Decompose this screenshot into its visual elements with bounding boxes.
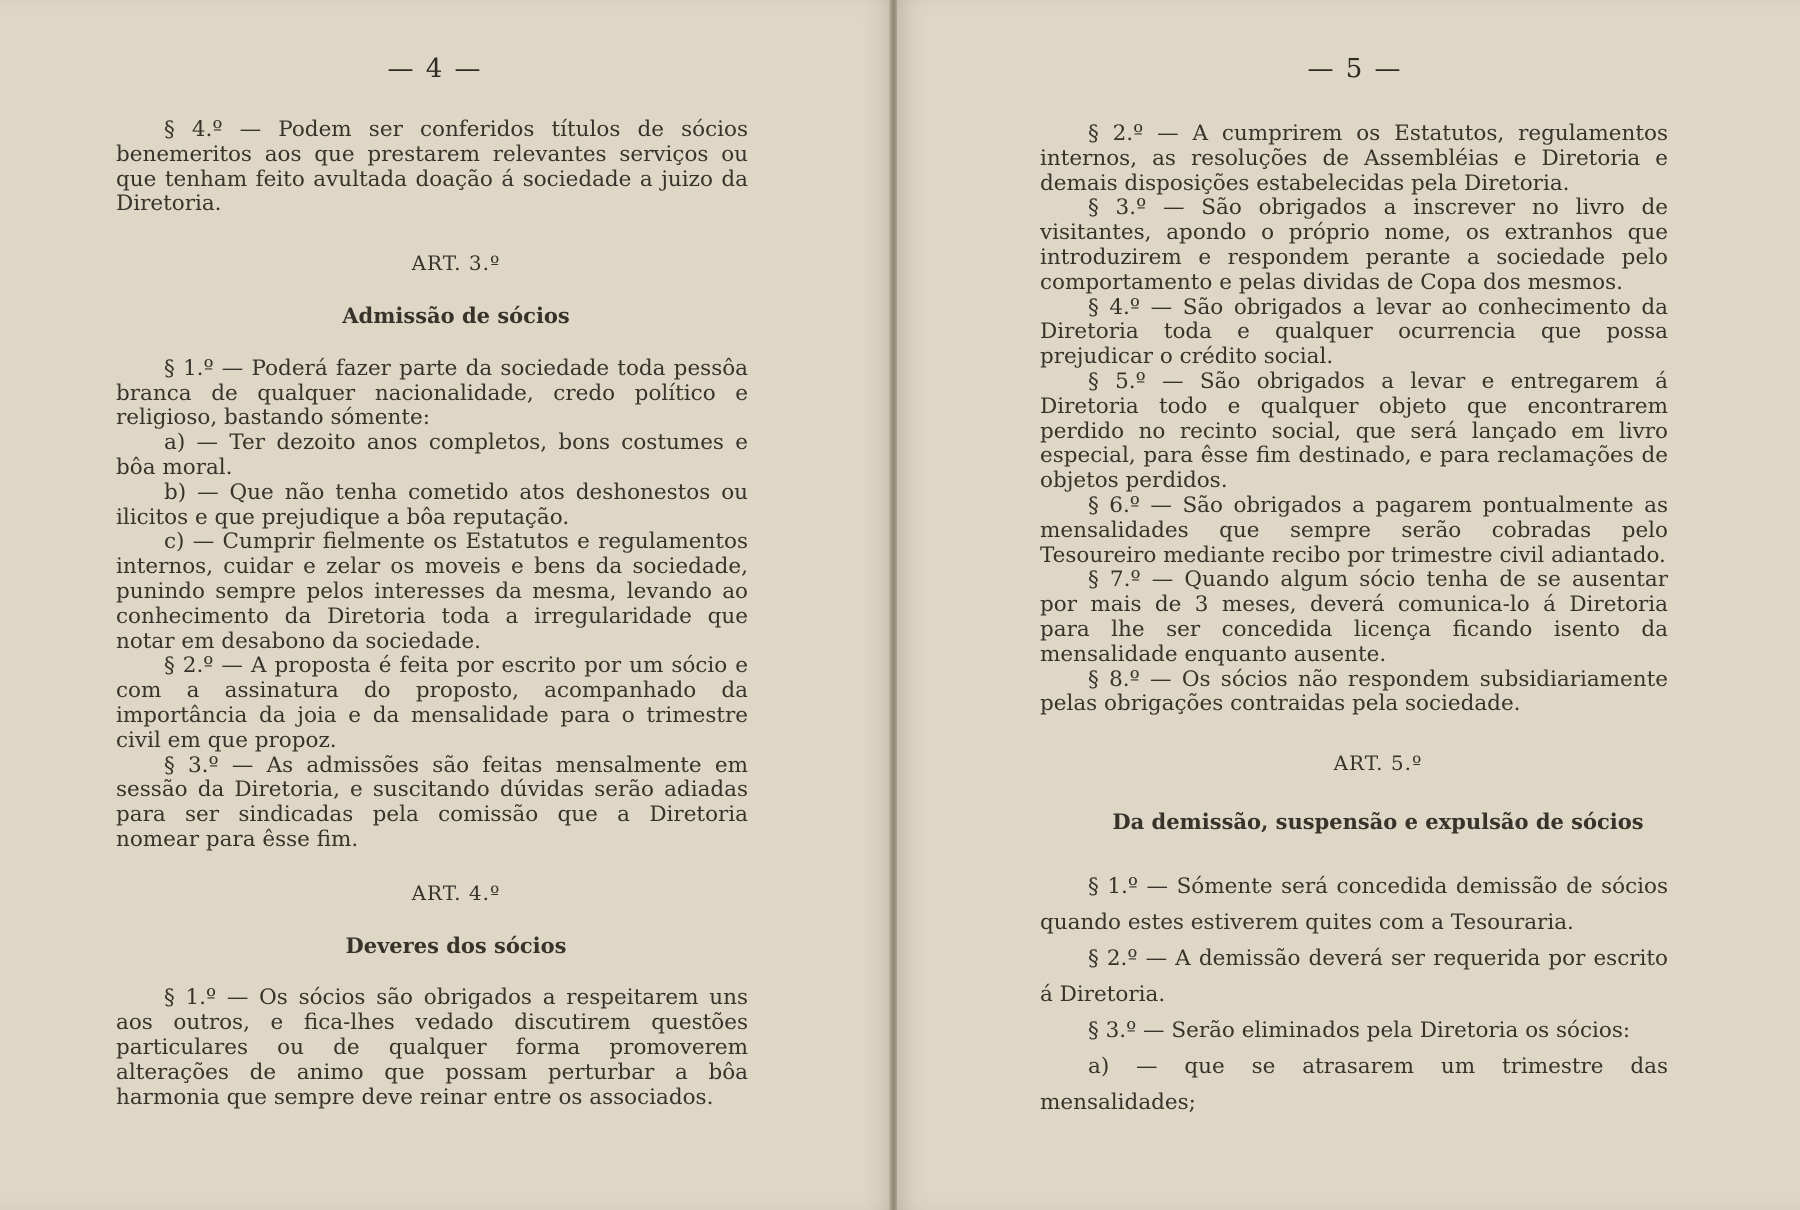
article-5-paragraph-2: § 2.º — A demissão deverá ser requerida por escrito á Diretoria. [1040, 945, 1668, 1007]
article-4-paragraph-5: § 5.º — São obrigados a levar e entregarem á Diretoria todo e qualquer objeto que encontrarem perdido no recinto social, que será lançado em livro especial, para êsse fim destinado, e para reclamações de objetos perdidos. [1040, 368, 1668, 494]
right-page-text [1040, 122, 1668, 1121]
article-5-paragraph-3: § 3.º — Serão eliminados pela Diretoria os sócios: [1088, 1017, 1631, 1043]
right-page [897, 0, 1800, 1210]
article-3-item-c: c) — Cumprir fielmente os Estatutos e regulamentos internos, cuidar e zelar os moveis e bens da sociedade, punindo sempre pelos interesses da mesma, levando ao conhecimento da Diretoria toda a irregularidade que notar em desabono da sociedade. [116, 529, 748, 654]
article-3-title: Admissão de sócios [342, 302, 570, 328]
article-4-paragraph-6: § 6.º — São obrigados a pagarem pontualmente as mensalidades que sempre serão cobradas pelo Tesoureiro mediante recibo por trimestre civil adiantado. [1040, 492, 1668, 568]
article-4-paragraph-8: § 8.º — Os sócios não respondem subsidiariamente pelas obrigações contraidas pela sociedade. [1040, 666, 1668, 717]
article-3-item-a: a) — Ter dezoito anos completos, bons costumes e bôa moral. [116, 430, 748, 480]
left-page [0, 0, 893, 1210]
article-3-paragraph-3: § 3.º — As admissões são feitas mensalmente em sessão da Diretoria, e suscitando dúvidas serão adiadas para ser sindicadas pela comissão que a Diretoria nomear para êsse fim. [116, 752, 748, 852]
article-4-label: ART. 4.º [411, 880, 501, 905]
left-page-text [116, 118, 748, 1110]
article-4-title: Deveres dos sócios [345, 932, 567, 958]
paragraph-benemeritos: § 4.º — Podem ser conferidos títulos de sócios benemeritos aos que prestarem relevantes serviços ou que tenham feito avultada doação á sociedade a juizo da Diretoria. [116, 117, 748, 217]
page-number-5: — 5 — [1307, 54, 1403, 84]
article-5-label: ART. 5.º [1333, 751, 1423, 776]
article-5-body [1040, 869, 1668, 1121]
article-5-paragraph-1: § 1.º — Sómente será concedida demissão de sócios quando estes estiverem quites com a Tesouraria. [1040, 873, 1668, 935]
article-4-paragraph-3: § 3.º — São obrigados a inscrever no livro de visitantes, apondo o próprio nome, os extranhos que introduzirem e respondem perante a sociedade pelo comportamento e pelas dividas de Copa dos mesmos. [1040, 195, 1668, 295]
article-4-paragraph-7: § 7.º — Quando algum sócio tenha de se ausentar por mais de 3 meses, deverá comunica-lo á Diretoria para lhe ser concedida licença ficando isento da mensalidade enquanto ausente. [1040, 567, 1668, 667]
article-5-item-a: a) — que se atrasarem um trimestre das mensalidades; [1040, 1053, 1668, 1115]
page-number-4: — 4 — [387, 54, 483, 84]
article-4-paragraph-1: § 1.º — Os sócios são obrigados a respeitarem uns aos outros, e fica-lhes vedado discutirem questões particulares ou de qualquer forma promoverem alterações de animo que possam perturbar a bôa harmonia que sempre deve reinar entre os associados. [116, 985, 748, 1110]
article-5-title: Da demissão, suspensão e expulsão de sócios [1112, 808, 1644, 834]
article-3-paragraph-1: § 1.º — Poderá fazer parte da sociedade toda pessôa branca de qualquer nacionalidade, credo político e religioso, bastando sómente: [116, 355, 748, 431]
article-3-label: ART. 3.º [411, 251, 501, 276]
article-4-paragraph-2: § 2.º — A cumprirem os Estatutos, regulamentos internos, as resoluções de Assembléias e Diretoria e demais disposições estabelecidas pela Diretoria. [1040, 121, 1668, 196]
article-3-item-b: b) — Que não tenha cometido atos deshonestos ou ilicitos e que prejudique a bôa reputação. [116, 479, 748, 530]
article-4-paragraph-4: § 4.º — São obrigados a levar ao conhecimento da Diretoria toda e qualquer ocurrencia que possa prejudicar o crédito social. [1040, 294, 1668, 370]
article-3-paragraph-2: § 2.º — A proposta é feita por escrito por um sócio e com a assinatura do proposto, acompanhado da importância da joia e da mensalidade para o trimestre civil em que propoz. [116, 653, 748, 753]
